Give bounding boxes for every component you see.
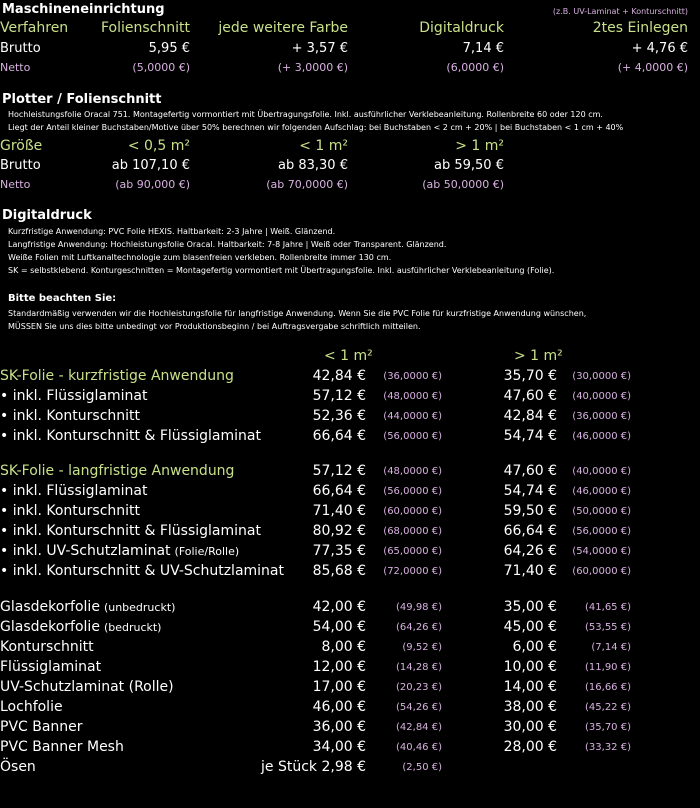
price-large: 35,70 € [503,368,557,384]
plotter-brutto-small: ab 107,10 € [111,158,190,173]
net-small: (65,0000 €) [383,546,442,557]
net-large: (33,32 €) [585,742,631,753]
price-small: 42,84 € [312,368,366,384]
plotter-netto-label: Netto [0,178,31,191]
row-label [0,599,175,615]
digital-line-2: Langfristige Anwendung: Hochleistungsfolie Oracal. Haltbarkeit: 7-8 Jahre | Weiß oder Transparent. Glänzend. [8,240,447,249]
price-small: je Stück 2,98 € [261,759,366,775]
net-small: (36,0000 €) [383,371,442,382]
net-small: (2,50 €) [402,762,442,773]
net-large: (53,55 €) [585,622,631,633]
price-large: 42,84 € [503,408,557,424]
net-small: (14,28 €) [396,662,442,673]
col-header-large: > 1 m² [514,348,563,364]
price-small: 85,68 € [312,563,366,579]
price-large: 59,50 € [503,503,557,519]
col-header-small: < 1 m² [324,348,373,364]
row-label: Konturschnitt [0,639,94,655]
net-small: (64,26 €) [396,622,442,633]
net-large: (11,90 €) [585,662,631,673]
maschine-brutto-folienschnitt: 5,95 € [148,41,190,56]
plotter-header-large: > 1 m² [455,138,504,154]
notice-line-2: MÜSSEN Sie uns dies bitte unbedingt vor Produktionsbeginn / bei Auftragsvergabe schriftlich mitteilen. [8,322,421,331]
price-large: 14,00 € [503,679,557,695]
net-small: (9,52 €) [402,642,442,653]
row-label: • inkl. Konturschnitt [0,503,141,519]
row-label-note: (unbedruckt) [103,601,176,614]
price-small: 12,00 € [312,659,366,675]
row-label-note: (Folie/Rolle) [174,545,240,558]
plotter-header-groesse: Größe [0,138,43,154]
price-small: 66,64 € [312,428,366,444]
price-large: 64,26 € [503,543,557,559]
plotter-brutto-large: ab 59,50 € [434,158,504,173]
net-large: (54,0000 €) [572,546,631,557]
price-large: 38,00 € [503,699,557,715]
price-large: 35,00 € [503,599,557,615]
row-label: • inkl. Konturschnitt & Flüssiglaminat [0,428,261,444]
net-large: (36,0000 €) [572,411,631,422]
row-label: PVC Banner Mesh [0,739,124,755]
net-small: (49,98 €) [396,602,442,613]
net-small: (54,26 €) [396,702,442,713]
price-small: 17,00 € [312,679,366,695]
plotter-netto-small: (ab 90,000 €) [115,178,190,191]
row-label: Flüssiglaminat [0,659,102,675]
price-large: 66,64 € [503,523,557,539]
maschine-netto-folienschnitt: (5,0000 €) [132,61,190,74]
net-large: (7,14 €) [591,642,631,653]
row-label: • inkl. Flüssiglaminat [0,388,148,404]
row-label [0,619,161,635]
row-label: SK-Folie - langfristige Anwendung [0,463,235,479]
net-large: (60,0000 €) [572,566,631,577]
price-small: 8,00 € [321,639,366,655]
net-large: (30,0000 €) [572,371,631,382]
net-small: (42,84 €) [396,722,442,733]
net-large: (46,0000 €) [572,486,631,497]
price-large: 47,60 € [503,388,557,404]
price-small: 54,00 € [312,619,366,635]
net-large: (50,0000 €) [572,506,631,517]
maschine-header-folienschnitt: Folienschnitt [101,20,190,36]
price-large: 45,00 € [503,619,557,635]
row-label-text: Glasdekorfolie [0,599,100,615]
price-small: 80,92 € [312,523,366,539]
net-small: (40,46 €) [396,742,442,753]
maschine-brutto-label: Brutto [0,41,41,56]
notice-title: Bitte beachten Sie: [8,293,117,304]
section-title-plotter: Plotter / Folienschnitt [2,92,162,107]
maschine-brutto-einlegen: + 4,76 € [631,41,688,56]
net-small: (56,0000 €) [383,486,442,497]
net-small: (20,23 €) [396,682,442,693]
price-small: 34,00 € [312,739,366,755]
maschine-brutto-farbe: + 3,57 € [291,41,348,56]
price-large: 30,00 € [503,719,557,735]
net-large: (56,0000 €) [572,526,631,537]
section-title-maschine: Maschineneinrichtung [2,2,165,17]
digital-line-3: Weiße Folien mit Luftkanaltechnologie zum blasenfreien verkleben. Rollenbreite immer 130 cm. [8,253,392,262]
price-small: 57,12 € [312,388,366,404]
plotter-header-mid: < 1 m² [299,138,348,154]
row-label: Lochfolie [0,699,63,715]
row-label: • inkl. Konturschnitt & Flüssiglaminat [0,523,261,539]
row-label-text: Glasdekorfolie [0,619,100,635]
row-label [0,543,239,559]
row-label: SK-Folie - kurzfristige Anwendung [0,368,234,384]
net-large: (41,65 €) [585,602,631,613]
net-small: (68,0000 €) [383,526,442,537]
net-large: (40,0000 €) [572,466,631,477]
net-large: (16,66 €) [585,682,631,693]
maschine-header-digitaldruck: Digitaldruck [419,20,504,36]
row-label: Ösen [0,759,36,775]
row-label: • inkl. Konturschnitt [0,408,141,424]
maschine-header-farbe: jede weitere Farbe [218,20,348,36]
net-small: (56,0000 €) [383,431,442,442]
price-small: 66,64 € [312,483,366,499]
net-large: (40,0000 €) [572,391,631,402]
net-large: (35,70 €) [585,722,631,733]
price-large: 47,60 € [503,463,557,479]
row-label: PVC Banner [0,719,83,735]
plotter-brutto-mid: ab 83,30 € [278,158,348,173]
maschine-note: (z.B. UV-Laminat + Konturschnitt) [552,7,688,16]
maschine-header-verfahren: Verfahren [0,20,69,36]
net-small: (72,0000 €) [383,566,442,577]
price-small: 52,36 € [312,408,366,424]
row-label: UV-Schutzlaminat (Rolle) [0,679,174,695]
plotter-line-2: Liegt der Anteil kleiner Buchstaben/Motive über 50% berechnen wir folgenden Aufschlag: bei Buchstaben < 2 cm + 20% | bei Buchstaben < 1 cm + 40% [8,123,624,132]
price-large: 71,40 € [503,563,557,579]
price-small: 36,00 € [312,719,366,735]
net-small: (48,0000 €) [383,391,442,402]
price-small: 46,00 € [312,699,366,715]
net-small: (48,0000 €) [383,466,442,477]
net-small: (44,0000 €) [383,411,442,422]
maschine-netto-einlegen: (+ 4,0000 €) [617,61,688,74]
digital-line-4: SK = selbstklebend. Konturgeschnitten = Montagefertig vormontiert mit Übertragungsfolie. Inkl. ausführlicher Verklebeanleitung (Folie). [8,266,555,275]
price-small: 42,00 € [312,599,366,615]
price-small: 57,12 € [312,463,366,479]
price-large: 54,74 € [503,483,557,499]
plotter-line-1: Hochleistungsfolie Oracal 751. Montagefertig vormontiert mit Übertragungsfolie. Inkl. ausführlicher Verklebeanleitung. Rollenbreite 60 oder 120 cm. [8,110,603,119]
section-title-digitaldruck: Digitaldruck [2,208,92,223]
notice-line-1: Standardmäßig verwenden wir die Hochleistungsfolie für langfristige Anwendung. Wenn Sie die PVC Folie für kurzfristige Anwendung wünschen, [8,309,587,318]
price-large: 10,00 € [503,659,557,675]
plotter-brutto-label: Brutto [0,158,41,173]
plotter-netto-large: (ab 50,0000 €) [422,178,504,191]
price-small: 77,35 € [312,543,366,559]
maschine-brutto-digitaldruck: 7,14 € [462,41,504,56]
net-large: (45,22 €) [585,702,631,713]
maschine-netto-label: Netto [0,61,31,74]
digital-line-1: Kurzfristige Anwendung: PVC Folie HEXIS. Haltbarkeit: 2-3 Jahre | Weiß. Glänzend. [8,227,336,236]
row-label: • inkl. Konturschnitt & UV-Schutzlaminat [0,563,284,579]
maschine-netto-farbe: (+ 3,0000 €) [277,61,348,74]
row-label-note: (bedruckt) [103,621,162,634]
maschine-header-einlegen: 2tes Einlegen [592,20,688,36]
price-large: 6,00 € [512,639,557,655]
net-small: (60,0000 €) [383,506,442,517]
price-large: 54,74 € [503,428,557,444]
maschine-netto-digitaldruck: (6,0000 €) [446,61,504,74]
row-label: • inkl. Flüssiglaminat [0,483,148,499]
price-small: 71,40 € [312,503,366,519]
net-large: (46,0000 €) [572,431,631,442]
plotter-header-small: < 0,5 m² [127,138,190,154]
plotter-netto-mid: (ab 70,0000 €) [266,178,348,191]
row-label-text: • inkl. UV-Schutzlaminat [0,543,171,559]
price-large: 28,00 € [503,739,557,755]
